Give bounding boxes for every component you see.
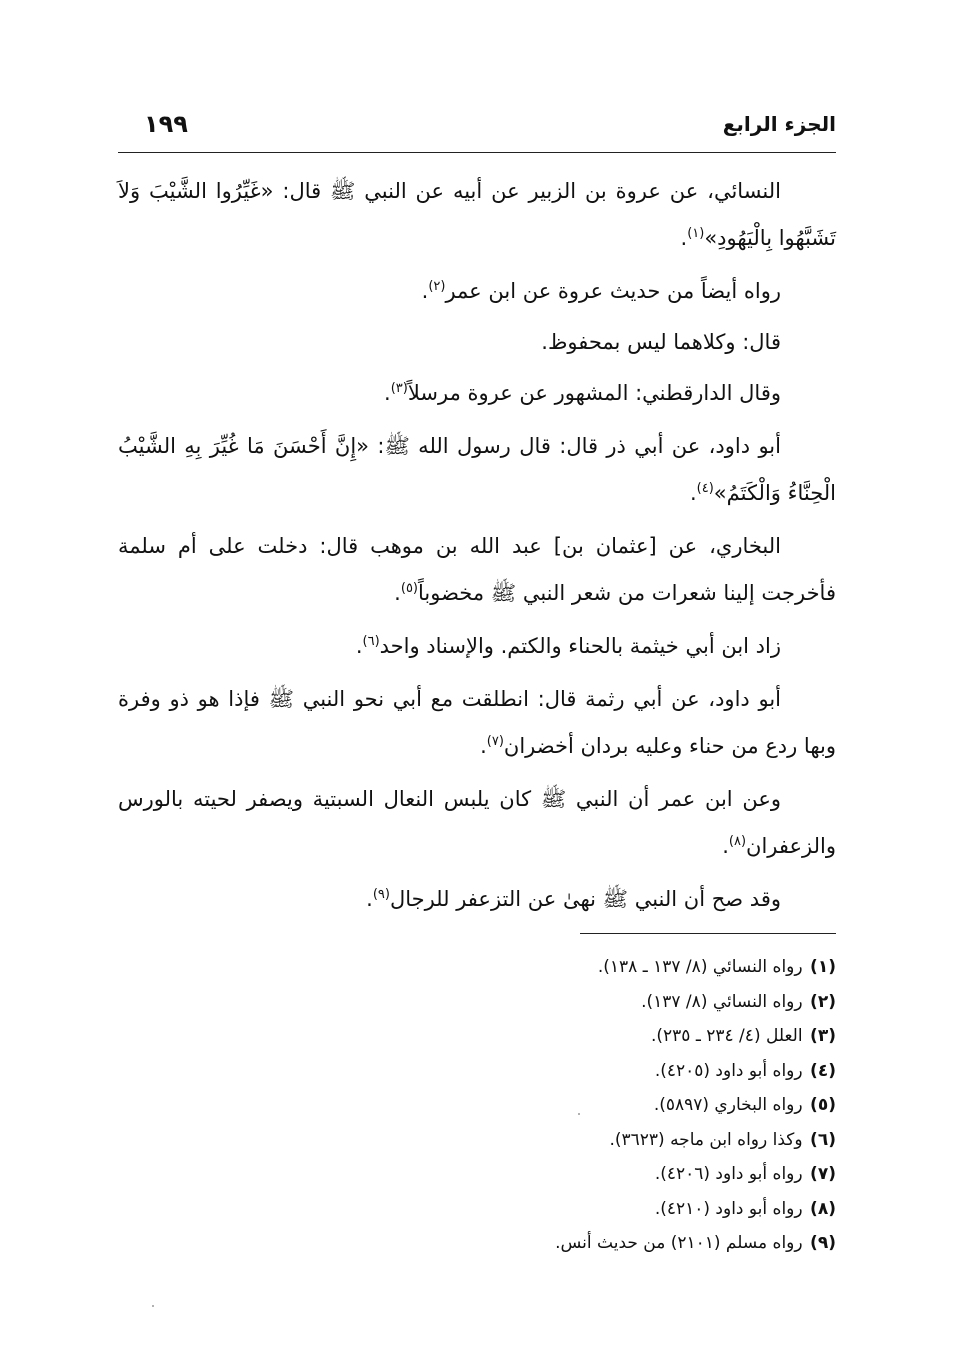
paragraph-8: أبو داود، عن أبي رثمة قال: انطلقت مع أبي نحو النبي ﷺ فإذا هو ذو وفرة وبها ردع من حناء وعليه بردان أخضران$^{(٧)}$. [118,687,836,758]
paragraph-7: زاد ابن أبي خيثمة بالحناء والكتم. والإسناد واحد$^{(٦)}$. [355,634,781,658]
running-head: الجزء الرابع [722,112,836,136]
page-number: ١٩٩ [144,110,188,138]
scan-speck [578,1113,580,1115]
footnote-9: (٩) رواه مسلم (٢١٠١) من حديث أنس. [555,1233,836,1253]
scan-speck [152,1305,154,1307]
paragraph-4: وقال الدارقطني: المشهور عن عروة مرسلاً$^{(٣)}$. [384,381,781,405]
footnote-4: (٤) رواه أبو داود (٤٢٠٥). [654,1060,836,1081]
footnote-ref: (٧) [486,734,504,749]
header-rule [118,152,836,153]
footnote-1: (١) رواه النسائي (٨/ ١٣٧ ـ ١٣٨). [597,957,836,977]
footnote-ref: (٩) [372,887,390,902]
footnote-2: (٢) رواه النسائي (٨/ ١٣٧). [641,991,836,1012]
footnote-rule [580,933,836,934]
footnote-ref: (٦) [362,634,380,649]
footnote-ref: (١) [687,226,705,241]
footnote-8: (٨) رواه أبو داود (٤٢١٠). [654,1198,836,1219]
paragraph-1: النسائي، عن عروة بن الزبير عن أبيه عن النبي ﷺ قال: «غَيِّرُوا الشَّيْبَ وَلاَ تَشَبَّهُوا بِالْيَهُودِ»$^{(١)}$. [118,179,836,250]
footnotes [118,950,836,1261]
footnote-ref: (٢) [428,279,446,294]
footnote-3: (٣) العلل (٤/ ٢٣٤ ـ ٢٣٥). [651,1026,836,1046]
footnote-ref: (٣) [390,381,408,396]
page-header [118,108,836,152]
footnote-7: (٧) رواه أبو داود (٤٢٠٦). [654,1164,836,1184]
paragraph-3: قال: وكلاهما ليس بمحفوظ. [541,330,781,354]
paragraph-10: وقد صح أن النبي ﷺ نهىٰ عن التزعفر للرجال$^{(٩)}$. [366,887,781,911]
footnote-ref: (٨) [728,834,747,849]
footnote-5: (٥) رواه البخاري (٥٨٩٧). [653,1095,836,1115]
footnote-ref: (٤) [696,481,714,496]
main-text [118,168,836,929]
paragraph-9: وعن ابن عمر أن النبي ﷺ كان يلبس النعال السبتية ويصفر لحيته بالورس والزعفران$^{(٨)}$. [118,787,836,858]
footnote-6: (٦) وكذا رواه ابن ماجه (٣٦٢٣). [609,1129,836,1150]
footnote-ref: (٥) [400,581,418,596]
paragraph-2: رواه أيضاً من حديث عروة عن ابن عمر$^{(٢)}$. [421,279,781,303]
paragraph-6: البخاري، عن [عثمان بن] عبد الله بن موهب قال: دخلت على أم سلمة فأخرجت إلينا شعرات من شعر النبي ﷺ مخضوباً$^{(٥)}$. [118,534,836,605]
paragraph-5: أبو داود، عن أبي ذر قال: قال رسول الله ﷺ: «إِنَّ أَحْسَنَ مَا غُيِّرَ بِهِ الشَّيْبُ الْحِنَّاءُ وَالْكَتَمُ»$^{(٤)}$. [118,434,836,505]
